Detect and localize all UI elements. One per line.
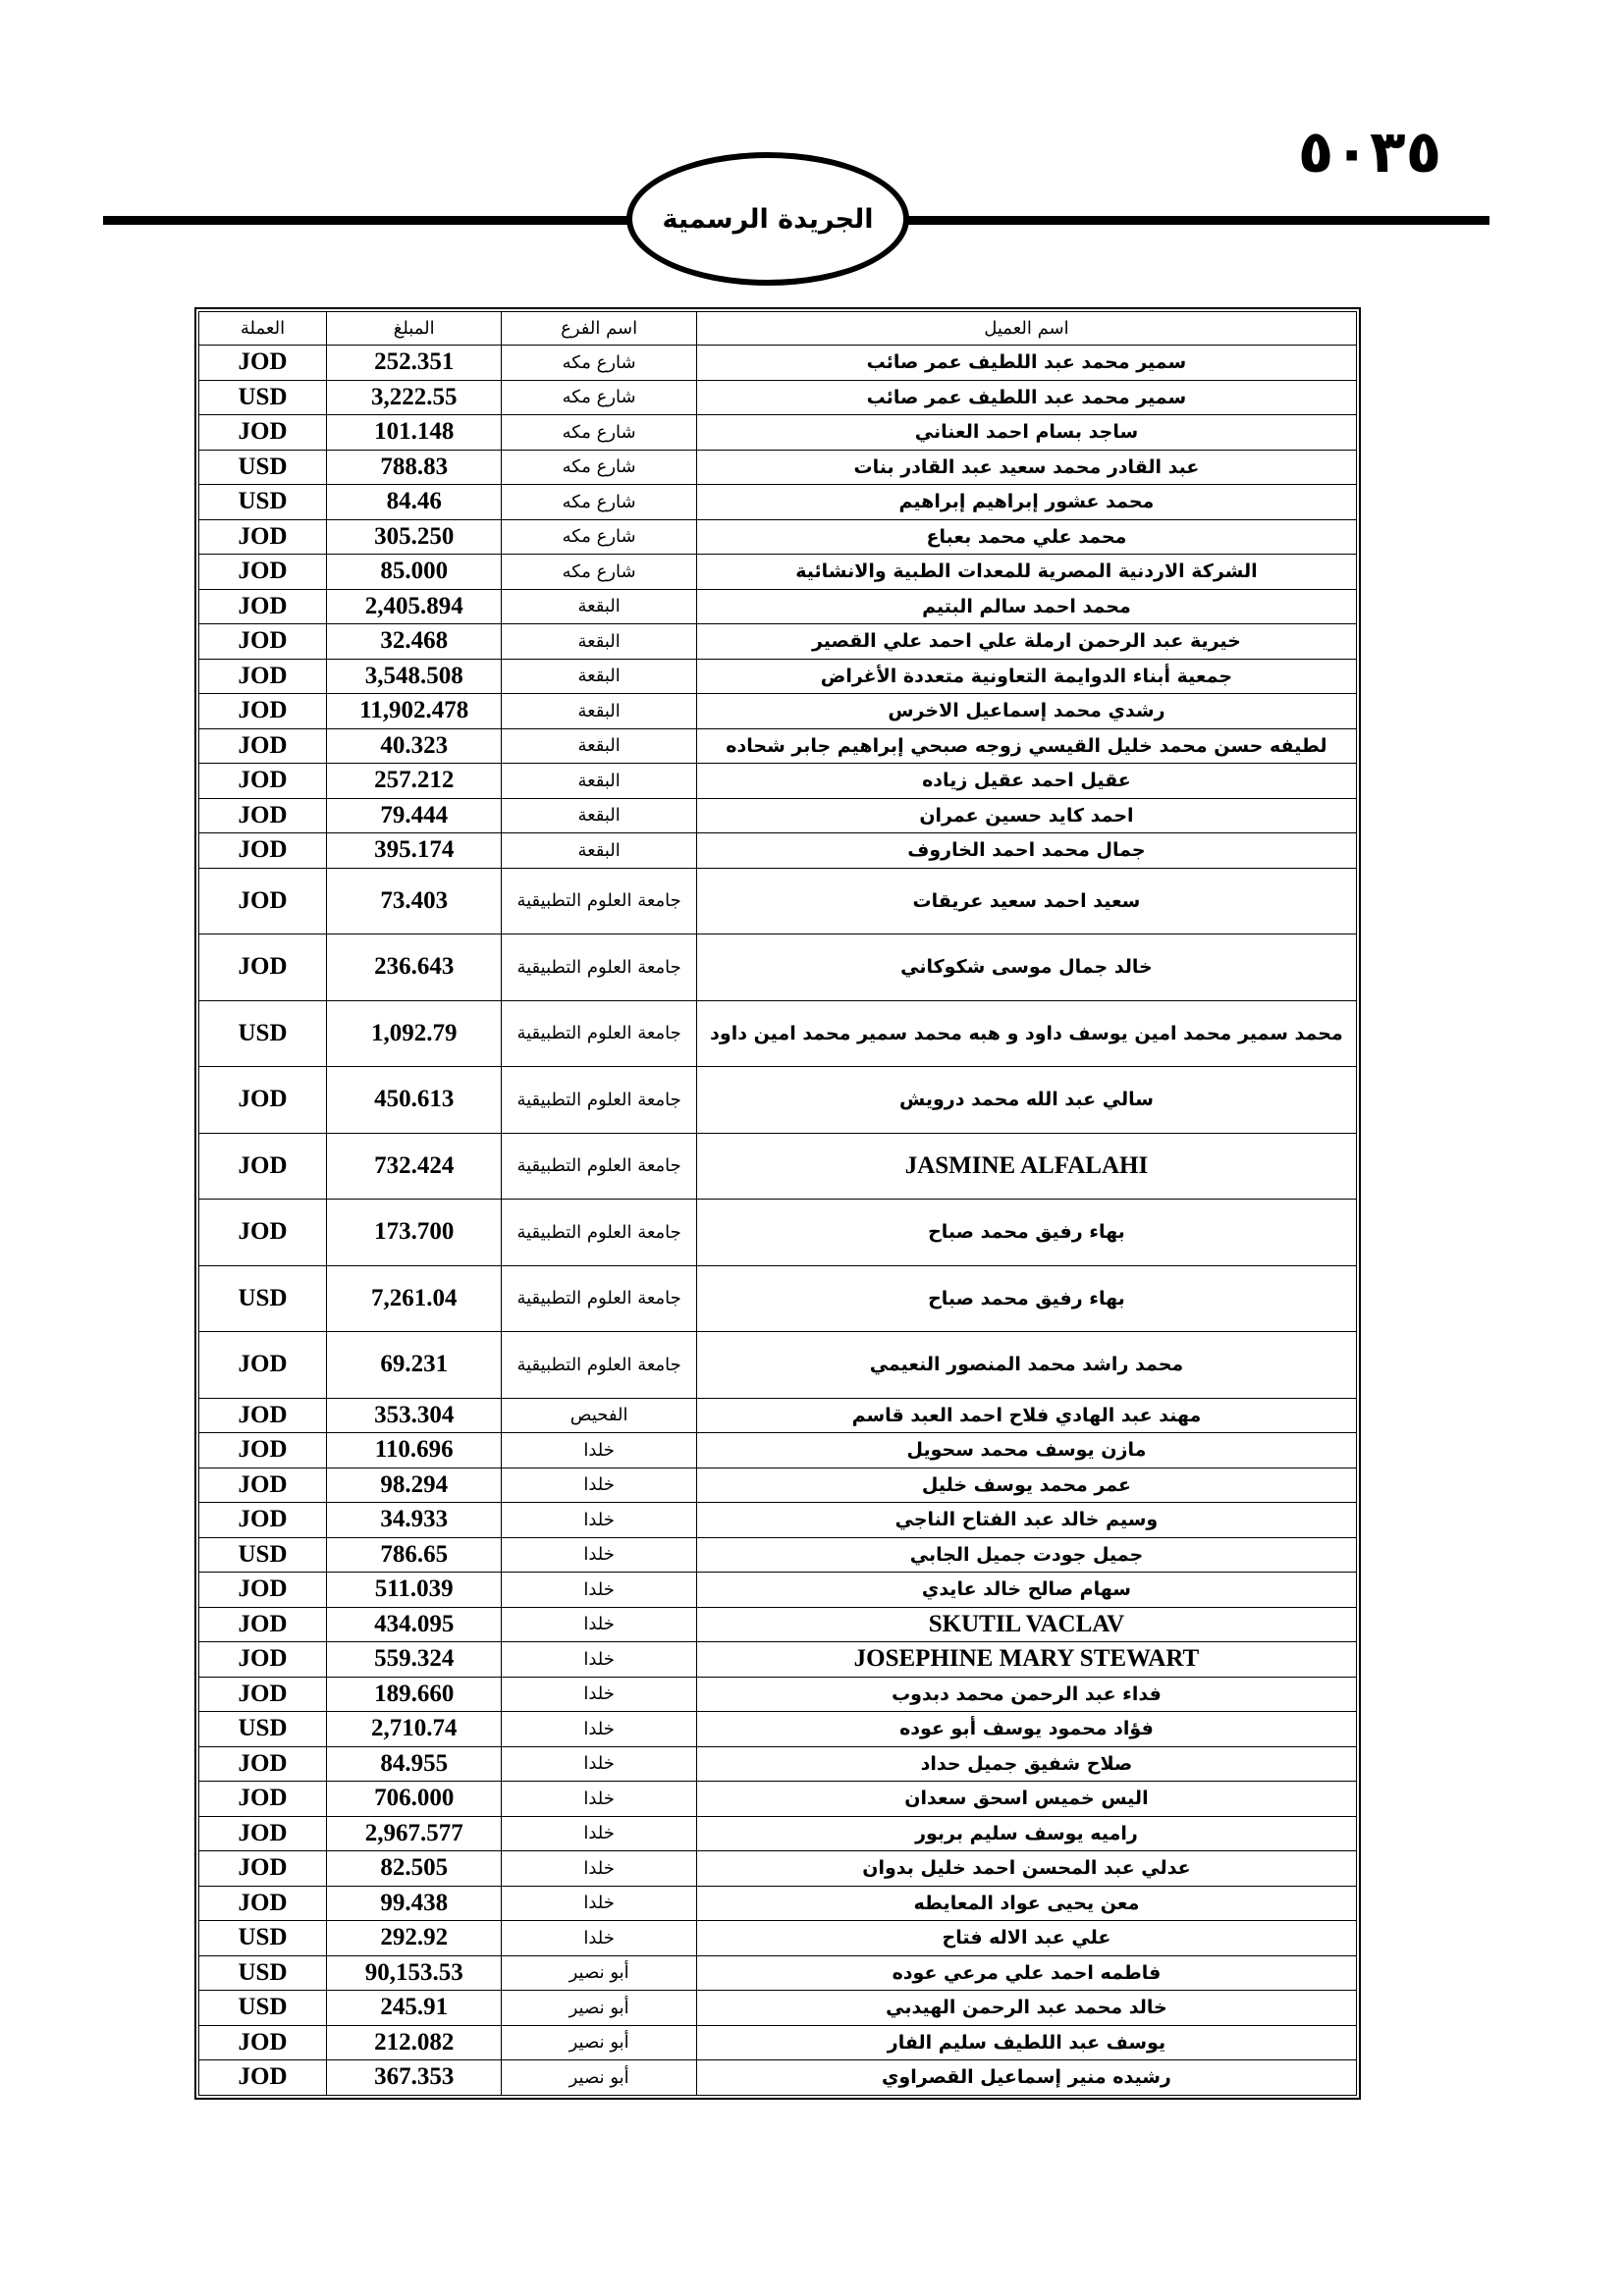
table-row (199, 380, 1357, 415)
amount-cell: 99.438 (327, 1886, 502, 1921)
branch-cell: البقعة (502, 694, 697, 729)
currency-cell: JOD (199, 1677, 327, 1712)
currency-cell: USD (199, 380, 327, 415)
client-name-cell: اليس خميس اسحق سعدان (696, 1782, 1356, 1817)
branch-cell: أبو نصير (502, 2060, 697, 2096)
table-row (199, 934, 1357, 1001)
amount-cell: 110.696 (327, 1433, 502, 1468)
table-row (199, 798, 1357, 833)
client-name-cell: رشدي محمد إسماعيل الاخرس (696, 694, 1356, 729)
table-row (199, 1000, 1357, 1067)
currency-cell: JOD (199, 728, 327, 764)
amount-cell: 511.039 (327, 1573, 502, 1608)
amount-cell: 236.643 (327, 934, 502, 1001)
currency-cell: JOD (199, 868, 327, 934)
currency-cell: USD (199, 1921, 327, 1956)
amount-cell: 2,710.74 (327, 1712, 502, 1747)
table-row (199, 1782, 1357, 1817)
branch-cell: جامعة العلوم التطبيقية (502, 1067, 697, 1134)
amount-cell: 305.250 (327, 519, 502, 555)
client-name-cell: سعيد احمد سعيد عريقات (696, 868, 1356, 934)
amount-cell: 173.700 (327, 1200, 502, 1266)
currency-cell: JOD (199, 1851, 327, 1887)
client-name-cell: راميه يوسف سليم بربور (696, 1816, 1356, 1851)
table-row (199, 624, 1357, 660)
page-number: ٥٠٣٥ (1297, 118, 1442, 187)
client-name-cell: JOSEPHINE MARY STEWART (696, 1642, 1356, 1678)
amount-cell: 434.095 (327, 1607, 502, 1642)
branch-cell: الفحيص (502, 1398, 697, 1433)
table-row (199, 589, 1357, 624)
client-name-cell: الشركة الاردنية المصرية للمعدات الطبية والانشائية (696, 555, 1356, 590)
amount-cell: 2,967.577 (327, 1816, 502, 1851)
currency-cell: JOD (199, 1468, 327, 1503)
client-name-cell: سهام صالح خالد عايدي (696, 1573, 1356, 1608)
table-row (199, 450, 1357, 485)
branch-cell: شارع مكه (502, 346, 697, 381)
currency-cell: JOD (199, 2025, 327, 2060)
client-name-cell: محمد عشور إبراهيم إبراهيم (696, 485, 1356, 520)
currency-cell: JOD (199, 1782, 327, 1817)
branch-cell: شارع مكه (502, 555, 697, 590)
table-row (199, 485, 1357, 520)
branch-cell: خلدا (502, 1537, 697, 1573)
currency-cell: JOD (199, 415, 327, 451)
branch-cell: خلدا (502, 1886, 697, 1921)
currency-cell: JOD (199, 764, 327, 799)
client-name-cell: فداء عبد الرحمن محمد دبدوب (696, 1677, 1356, 1712)
client-name-cell: محمد احمد سالم البتيم (696, 589, 1356, 624)
amount-cell: 69.231 (327, 1332, 502, 1399)
table-row (199, 1851, 1357, 1887)
currency-cell: JOD (199, 1503, 327, 1538)
branch-cell: خلدا (502, 1851, 697, 1887)
amount-cell: 34.933 (327, 1503, 502, 1538)
branch-cell: البقعة (502, 798, 697, 833)
currency-cell: JOD (199, 833, 327, 869)
branch-cell: أبو نصير (502, 1991, 697, 2026)
branch-cell: خلدا (502, 1746, 697, 1782)
client-name-cell: JASMINE ALFALAHI (696, 1133, 1356, 1200)
currency-cell: USD (199, 1000, 327, 1067)
table-row (199, 1398, 1357, 1433)
amount-cell: 73.403 (327, 868, 502, 934)
table-row (199, 1816, 1357, 1851)
client-name-cell: لطيفه حسن محمد خليل القيسي زوجه صبحي إبراهيم جابر شحاده (696, 728, 1356, 764)
branch-cell: خلدا (502, 1816, 697, 1851)
table-row (199, 1886, 1357, 1921)
currency-cell: JOD (199, 1332, 327, 1399)
branch-cell: جامعة العلوم التطبيقية (502, 1133, 697, 1200)
table-row (199, 694, 1357, 729)
client-name-cell: جمال محمد احمد الخاروف (696, 833, 1356, 869)
branch-cell: جامعة العلوم التطبيقية (502, 1000, 697, 1067)
amount-cell: 353.304 (327, 1398, 502, 1433)
amount-cell: 90,153.53 (327, 1955, 502, 1991)
branch-cell: البقعة (502, 589, 697, 624)
accounts-table (198, 311, 1357, 2096)
client-name-cell: محمد سمير محمد امين يوسف داود و هبه محمد سمير محمد امين داود (696, 1000, 1356, 1067)
branch-cell: خلدا (502, 1503, 697, 1538)
amount-cell: 252.351 (327, 346, 502, 381)
table-row (199, 868, 1357, 934)
table-row (199, 1503, 1357, 1538)
amount-cell: 85.000 (327, 555, 502, 590)
amount-cell: 189.660 (327, 1677, 502, 1712)
amount-cell: 11,902.478 (327, 694, 502, 729)
column-header-branch: اسم الفرع (502, 312, 697, 346)
currency-cell: JOD (199, 2060, 327, 2096)
branch-cell: خلدا (502, 1468, 697, 1503)
branch-cell: شارع مكه (502, 485, 697, 520)
amount-cell: 98.294 (327, 1468, 502, 1503)
table-row (199, 2060, 1357, 2096)
branch-cell: خلدا (502, 1573, 697, 1608)
branch-cell: البقعة (502, 659, 697, 694)
client-name-cell: يوسف عبد اللطيف سليم الفار (696, 2025, 1356, 2060)
currency-cell: JOD (199, 1642, 327, 1678)
amount-cell: 450.613 (327, 1067, 502, 1134)
table-row (199, 1573, 1357, 1608)
table-row (199, 1677, 1357, 1712)
table-header-row (199, 312, 1357, 346)
accounts-table-frame (194, 307, 1361, 2100)
amount-cell: 292.92 (327, 1921, 502, 1956)
masthead-title: الجريدة الرسمية (662, 203, 874, 235)
client-name-cell: عقيل احمد عقيل زياده (696, 764, 1356, 799)
branch-cell: البقعة (502, 728, 697, 764)
amount-cell: 82.505 (327, 1851, 502, 1887)
branch-cell: جامعة العلوم التطبيقية (502, 1265, 697, 1332)
amount-cell: 1,092.79 (327, 1000, 502, 1067)
client-name-cell: ساجد بسام احمد العناني (696, 415, 1356, 451)
column-header-currency: العملة (199, 312, 327, 346)
client-name-cell: خالد محمد عبد الرحمن الهيدبي (696, 1991, 1356, 2026)
client-name-cell: علي عبد الاله فتاح (696, 1921, 1356, 1956)
table-row (199, 1433, 1357, 1468)
table-row (199, 764, 1357, 799)
client-name-cell: احمد كايد حسين عمران (696, 798, 1356, 833)
currency-cell: JOD (199, 589, 327, 624)
table-row (199, 1712, 1357, 1747)
client-name-cell: فاطمه احمد علي مرعي عوده (696, 1955, 1356, 1991)
currency-cell: JOD (199, 555, 327, 590)
amount-cell: 395.174 (327, 833, 502, 869)
amount-cell: 7,261.04 (327, 1265, 502, 1332)
currency-cell: USD (199, 485, 327, 520)
client-name-cell: SKUTIL VACLAV (696, 1607, 1356, 1642)
table-row (199, 1921, 1357, 1956)
table-row (199, 1332, 1357, 1399)
branch-cell: جامعة العلوم التطبيقية (502, 934, 697, 1001)
branch-cell: خلدا (502, 1607, 697, 1642)
table-row (199, 1642, 1357, 1678)
currency-cell: USD (199, 1991, 327, 2026)
currency-cell: JOD (199, 659, 327, 694)
amount-cell: 212.082 (327, 2025, 502, 2060)
client-name-cell: سمير محمد عبد اللطيف عمر صائب (696, 346, 1356, 381)
currency-cell: JOD (199, 694, 327, 729)
table-row (199, 1955, 1357, 1991)
table-row (199, 1067, 1357, 1134)
currency-cell: JOD (199, 1573, 327, 1608)
currency-cell: JOD (199, 624, 327, 660)
client-name-cell: مهند عبد الهادي فلاح احمد العبد قاسم (696, 1398, 1356, 1433)
amount-cell: 367.353 (327, 2060, 502, 2096)
branch-cell: خلدا (502, 1433, 697, 1468)
table-row (199, 1468, 1357, 1503)
client-name-cell: محمد علي محمد بعباع (696, 519, 1356, 555)
amount-cell: 2,405.894 (327, 589, 502, 624)
table-row (199, 1537, 1357, 1573)
client-name-cell: عدلي عبد المحسن احمد خليل بدوان (696, 1851, 1356, 1887)
branch-cell: شارع مكه (502, 415, 697, 451)
branch-cell: جامعة العلوم التطبيقية (502, 1332, 697, 1399)
table-row (199, 346, 1357, 381)
amount-cell: 84.46 (327, 485, 502, 520)
client-name-cell: وسيم خالد عبد الفتاح الناجي (696, 1503, 1356, 1538)
branch-cell: شارع مكه (502, 450, 697, 485)
client-name-cell: عبد القادر محمد سعيد عبد القادر بنات (696, 450, 1356, 485)
currency-cell: JOD (199, 1398, 327, 1433)
column-header-amount: المبلغ (327, 312, 502, 346)
currency-cell: JOD (199, 1746, 327, 1782)
amount-cell: 732.424 (327, 1133, 502, 1200)
branch-cell: خلدا (502, 1921, 697, 1956)
amount-cell: 32.468 (327, 624, 502, 660)
branch-cell: البقعة (502, 833, 697, 869)
currency-cell: USD (199, 1265, 327, 1332)
currency-cell: JOD (199, 1067, 327, 1134)
amount-cell: 559.324 (327, 1642, 502, 1678)
currency-cell: JOD (199, 934, 327, 1001)
table-row (199, 659, 1357, 694)
client-name-cell: جميل جودت جميل الجابي (696, 1537, 1356, 1573)
currency-cell: JOD (199, 519, 327, 555)
table-row (199, 1991, 1357, 2026)
currency-cell: JOD (199, 346, 327, 381)
masthead-oval (626, 152, 909, 286)
branch-cell: أبو نصير (502, 2025, 697, 2060)
column-header-client-name: اسم العميل (696, 312, 1356, 346)
amount-cell: 245.91 (327, 1991, 502, 2026)
branch-cell: خلدا (502, 1712, 697, 1747)
client-name-cell: محمد راشد محمد المنصور النعيمي (696, 1332, 1356, 1399)
branch-cell: شارع مكه (502, 380, 697, 415)
branch-cell: شارع مكه (502, 519, 697, 555)
client-name-cell: بهاء رفيق محمد صباح (696, 1265, 1356, 1332)
currency-cell: JOD (199, 1886, 327, 1921)
client-name-cell: سالي عبد الله محمد درويش (696, 1067, 1356, 1134)
currency-cell: USD (199, 1712, 327, 1747)
currency-cell: JOD (199, 798, 327, 833)
amount-cell: 3,222.55 (327, 380, 502, 415)
table-row (199, 1265, 1357, 1332)
table-row (199, 555, 1357, 590)
client-name-cell: فؤاد محمود يوسف أبو عوده (696, 1712, 1356, 1747)
client-name-cell: عمر محمد يوسف خليل (696, 1468, 1356, 1503)
branch-cell: خلدا (502, 1677, 697, 1712)
amount-cell: 788.83 (327, 450, 502, 485)
currency-cell: JOD (199, 1607, 327, 1642)
table-row (199, 1200, 1357, 1266)
branch-cell: خلدا (502, 1642, 697, 1678)
currency-cell: USD (199, 1537, 327, 1573)
branch-cell: جامعة العلوم التطبيقية (502, 868, 697, 934)
client-name-cell: سمير محمد عبد اللطيف عمر صائب (696, 380, 1356, 415)
client-name-cell: خيرية عبد الرحمن ارملة علي احمد علي القصير (696, 624, 1356, 660)
client-name-cell: معن يحيى عواد المعايطه (696, 1886, 1356, 1921)
client-name-cell: رشيده منير إسماعيل القصراوي (696, 2060, 1356, 2096)
currency-cell: JOD (199, 1133, 327, 1200)
currency-cell: USD (199, 450, 327, 485)
currency-cell: JOD (199, 1433, 327, 1468)
currency-cell: JOD (199, 1816, 327, 1851)
branch-cell: خلدا (502, 1782, 697, 1817)
table-row (199, 519, 1357, 555)
table-row (199, 728, 1357, 764)
client-name-cell: مازن يوسف محمد سحويل (696, 1433, 1356, 1468)
client-name-cell: بهاء رفيق محمد صباح (696, 1200, 1356, 1266)
currency-cell: JOD (199, 1200, 327, 1266)
amount-cell: 706.000 (327, 1782, 502, 1817)
currency-cell: USD (199, 1955, 327, 1991)
amount-cell: 3,548.508 (327, 659, 502, 694)
branch-cell: البقعة (502, 624, 697, 660)
client-name-cell: صلاح شفيق جميل حداد (696, 1746, 1356, 1782)
amount-cell: 79.444 (327, 798, 502, 833)
amount-cell: 101.148 (327, 415, 502, 451)
client-name-cell: جمعية أبناء الدوايمة التعاونية متعددة الأغراض (696, 659, 1356, 694)
table-row (199, 1607, 1357, 1642)
amount-cell: 257.212 (327, 764, 502, 799)
amount-cell: 786.65 (327, 1537, 502, 1573)
amount-cell: 40.323 (327, 728, 502, 764)
branch-cell: أبو نصير (502, 1955, 697, 1991)
table-row (199, 833, 1357, 869)
branch-cell: جامعة العلوم التطبيقية (502, 1200, 697, 1266)
client-name-cell: خالد جمال موسى شكوكاني (696, 934, 1356, 1001)
amount-cell: 84.955 (327, 1746, 502, 1782)
branch-cell: البقعة (502, 764, 697, 799)
table-row (199, 415, 1357, 451)
table-row (199, 1133, 1357, 1200)
table-row (199, 2025, 1357, 2060)
table-row (199, 1746, 1357, 1782)
